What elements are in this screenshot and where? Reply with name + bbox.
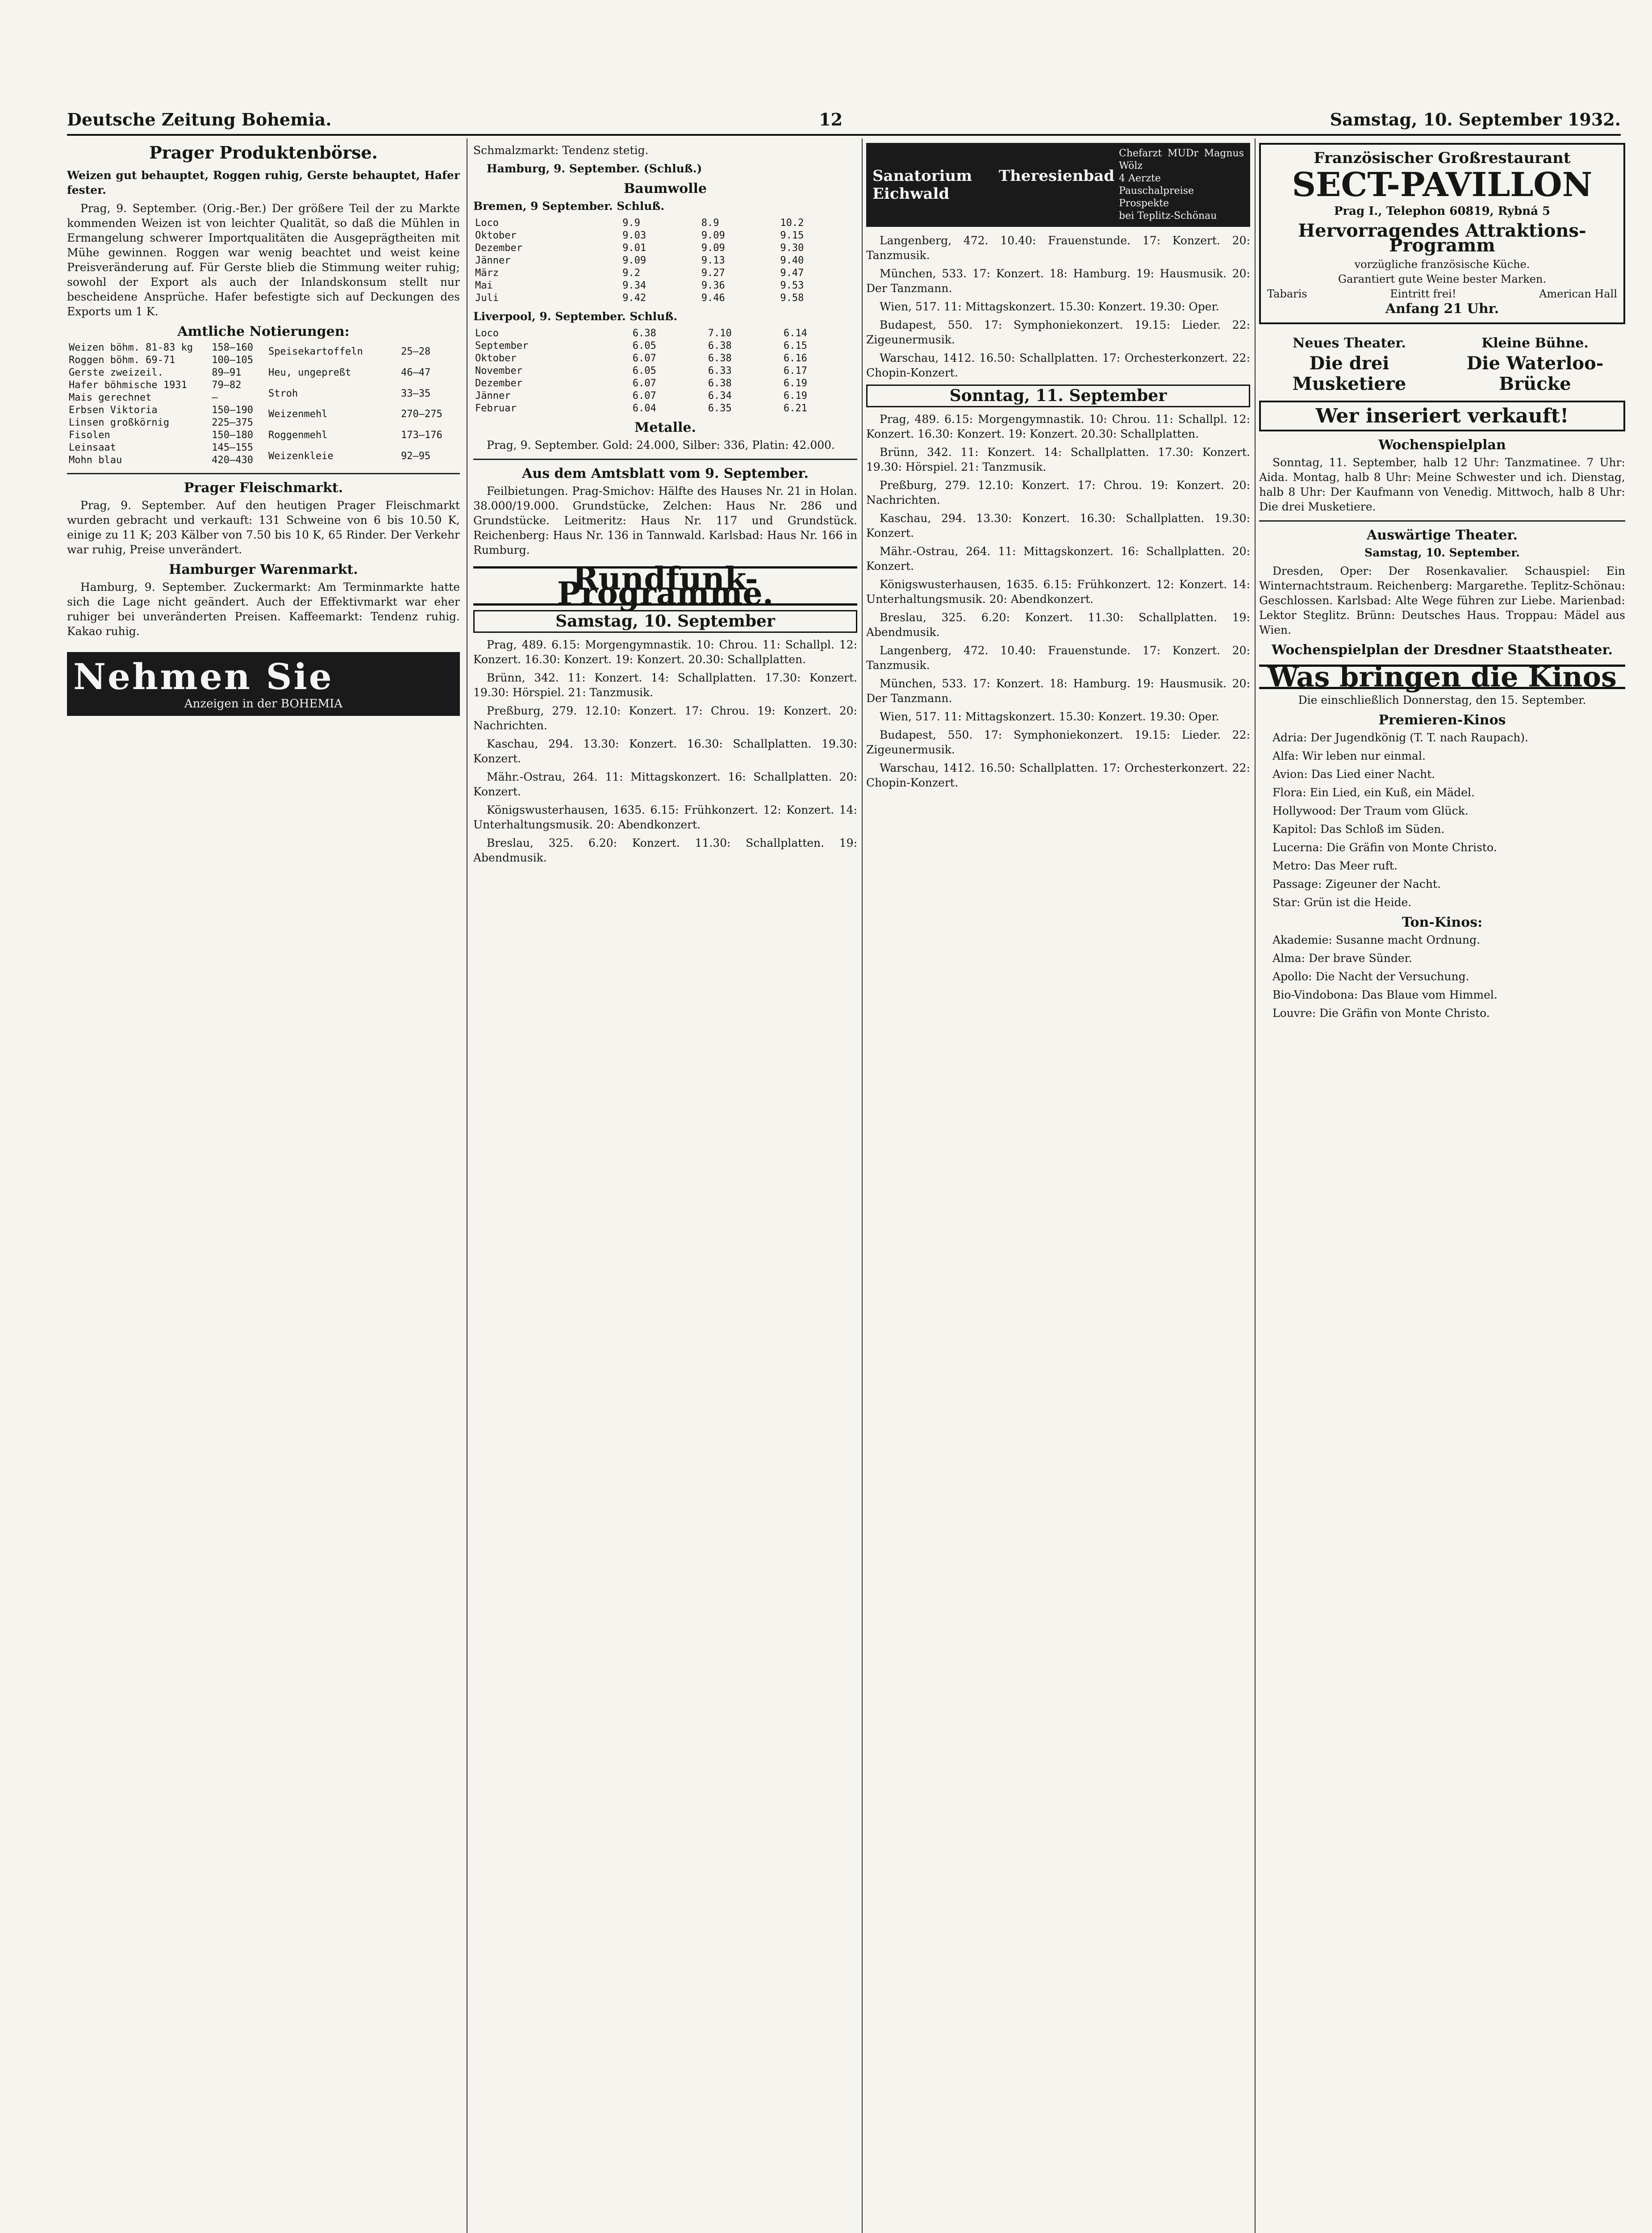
- ton-line: Bio-Vindobona: Das Blaue vom Himmel.: [1272, 988, 1498, 1001]
- cell: Dezember: [475, 243, 522, 254]
- hamburg-schluss: Hamburg, 9. September. (Schluß.): [487, 162, 702, 175]
- column-2: [473, 143, 857, 2233]
- cell: 9.09: [701, 243, 725, 254]
- radio-entry: Breslau, 325. 6.20: Konzert. 11.30: Schallplatten. 19: Abendmusik.: [473, 836, 857, 864]
- cell: 10.2: [780, 217, 804, 229]
- cell: Loco: [475, 328, 499, 339]
- cell: 6.16: [783, 353, 807, 364]
- table-row: [473, 242, 857, 255]
- table-row: [267, 363, 460, 384]
- sanatorium-sub: bei Teplitz-Schönau: [1119, 210, 1217, 222]
- kino-line: Passage: Zigeuner der Nacht.: [1272, 878, 1441, 891]
- pavillon-program: Hervorragendes Attraktions-Programm: [1298, 220, 1586, 256]
- ton-line: Louvre: Die Gräfin von Monte Christo.: [1272, 1007, 1490, 1020]
- table-row: [267, 425, 460, 446]
- pavillon-top: Französischer Großrestaurant: [1314, 149, 1571, 167]
- kino-line: Star: Grün ist die Heide.: [1272, 896, 1412, 909]
- cell: Speisekartoffeln: [268, 346, 363, 358]
- neues-title: Neues Theater.: [1293, 335, 1406, 351]
- cell: 33—35: [400, 388, 431, 399]
- dresden-title: Wochenspielplan der Dresdner Staatstheater.: [1271, 642, 1613, 658]
- table-row: [473, 255, 857, 267]
- cell: Juli: [475, 293, 499, 304]
- cell: Stroh: [268, 388, 298, 399]
- cell: 420—430: [212, 455, 253, 466]
- table-row: [67, 429, 260, 442]
- market-lead: Weizen gut behauptet, Roggen ruhig, Gerste behauptet, Hafer fester.: [67, 169, 460, 197]
- cell: 9.47: [780, 268, 804, 279]
- cell: Dezember: [475, 378, 522, 389]
- radio-entry: Warschau, 1412. 16.50: Schallplatten. 17: Orchesterkonzert. 22: Chopin-Konzert.: [866, 351, 1250, 379]
- radio-day-sunday: Sonntag, 11. September: [866, 385, 1250, 407]
- table-row: [473, 365, 857, 377]
- cell: Roggen böhm. 69-71: [69, 355, 175, 366]
- cell: 6.07: [632, 353, 656, 364]
- cell: Erbsen Viktoria: [69, 405, 158, 416]
- cell: 6.21: [783, 403, 807, 414]
- column-4: [1259, 143, 1625, 2233]
- market-table-right: [267, 342, 460, 467]
- cell: 9.30: [780, 243, 804, 254]
- schmalz-text: Schmalzmarkt: Tendenz stetig.: [473, 144, 649, 157]
- bremen-table: [473, 217, 857, 305]
- cell: 9.01: [622, 243, 647, 254]
- nehmen-headline: Nehmen Sie: [73, 656, 334, 698]
- radio-entry: Prag, 489. 6.15: Morgengymnastik. 10: Chrou. 11: Schallpl. 12: Konzert. 16.30: Konzert. 19: Konzert. 20.30: Schallplatten.: [473, 638, 857, 666]
- cell: 270—275: [400, 409, 442, 420]
- cell: Oktober: [475, 353, 517, 364]
- cell: 6.19: [783, 378, 807, 389]
- hamburg-title: Hamburger Warenmarkt.: [169, 562, 358, 577]
- table-row: [473, 402, 857, 415]
- table-row: [67, 354, 260, 367]
- pavillon-address: Prag I., Telephon 60819, Rybná 5: [1334, 205, 1551, 218]
- cell: —: [212, 392, 218, 403]
- table-row: [473, 280, 857, 292]
- sanatorium-ad[interactable]: [866, 143, 1250, 227]
- market-tables: [67, 342, 460, 467]
- cell: 9.13: [701, 255, 725, 266]
- table-row: [267, 342, 460, 363]
- cell: 225—375: [212, 417, 253, 428]
- cell: Weizenmehl: [268, 409, 328, 420]
- market-body: Prag, 9. September. (Orig.-Ber.) Der größere Teil der zu Markte kommenden Weizen ist von leichter Qualität, so daß die Mühlen in Ermangelung schwerer Importqualitäten die Ausgeprägtheiten mit Mühe gewinnen. Roggen war wenig beachtet und weist keine Preisveränderung auf. Für Gerste blieb die Stimmung weiter ruhig; sowohl der Export als auch der Inlandskonsum stellt nur bescheidene Ansprüche. Hafer befestigte sich auf Deckungen des Exports um 1 K.: [67, 202, 460, 318]
- issue-date: Samstag, 10. September 1932.: [1330, 109, 1621, 130]
- cell: 9.36: [701, 280, 725, 291]
- cell: 9.09: [701, 230, 725, 241]
- table-row: [473, 340, 857, 352]
- sanatorium-prices: Pauschalpreise Prospekte: [1119, 185, 1194, 209]
- table-row: [473, 327, 857, 340]
- cell: Roggenmehl: [268, 429, 328, 441]
- table-row: [473, 292, 857, 305]
- pavillon-start: Anfang 21 Uhr.: [1385, 301, 1499, 317]
- radio-entry: Mähr.-Ostrau, 264. 11: Mittagskonzert. 16: Schallplatten. 20: Konzert.: [866, 545, 1250, 573]
- pavillon-name: SECT-PAVILLON: [1292, 166, 1593, 204]
- kino-line: Lucerna: Die Gräfin von Monte Christo.: [1272, 841, 1497, 854]
- sanatorium-info: [1119, 147, 1244, 222]
- kino-line: Kapitol: Das Schloß im Süden.: [1272, 823, 1445, 836]
- table-row: [267, 404, 460, 425]
- cell: Weizen böhm. 81-83 kg: [69, 342, 193, 353]
- cell: 6.38: [632, 328, 656, 339]
- ton-line: Akademie: Susanne macht Ordnung.: [1272, 933, 1481, 946]
- radio-title: Rundfunk-Programme.: [473, 566, 857, 606]
- radio-entry: Wien, 517. 11: Mittagskonzert. 15.30: Konzert. 19.30: Oper.: [880, 300, 1219, 313]
- radio-entry: Königswusterhausen, 1635. 6.15: Frühkonzert. 12: Konzert. 14: Unterhaltungsmusik. 20: Abendkonzert.: [473, 803, 857, 831]
- cell: 6.38: [708, 340, 732, 351]
- cell: Weizenkleie: [268, 450, 334, 462]
- kino-sub: Die einschließlich Donnerstag, den 15. September.: [1298, 694, 1586, 707]
- radio-entry: Kaschau, 294. 13.30: Konzert. 16.30: Schallplatten. 19.30: Konzert.: [473, 737, 857, 765]
- cell: 9.53: [780, 280, 804, 291]
- cell: 158—160: [212, 342, 253, 353]
- page-header: [67, 94, 1621, 136]
- ton-line: Alma: Der brave Sünder.: [1272, 952, 1412, 965]
- metals-text: Prag, 9. September. Gold: 24.000, Silber: 336, Platin: 42.000.: [487, 439, 835, 452]
- cell: September: [475, 340, 529, 351]
- cell: 9.42: [622, 293, 647, 304]
- divider: [473, 459, 857, 460]
- theater-boxes: [1259, 330, 1625, 394]
- radio-entry: Warschau, 1412. 16.50: Schallplatten. 17: Orchesterkonzert. 22: Chopin-Konzert.: [866, 761, 1250, 789]
- market-table-left: [67, 342, 260, 467]
- radio-entry: Wien, 517. 11: Mittagskonzert. 15.30: Konzert. 19.30: Oper.: [880, 710, 1219, 723]
- cell: 92—95: [400, 450, 431, 462]
- cell: Loco: [475, 217, 499, 229]
- table-row: [67, 454, 260, 467]
- cell: 6.15: [783, 340, 807, 351]
- table-row: [67, 367, 260, 379]
- cell: 6.34: [708, 390, 732, 401]
- ton-title: Ton-Kinos:: [1402, 915, 1483, 930]
- cell: 6.05: [632, 340, 656, 351]
- cell: 150—190: [212, 405, 253, 416]
- fleisch-text: Prag, 9. September. Auf den heutigen Prager Fleischmarkt wurden gebracht und verkauft: 131 Schweine von 6 bis 10.50 K, einige zu 11 K; 203 Kälber von 7.50 bis 10 K, 65 Rinder. Der Verkehr war ruhig, Preise unverändert.: [67, 499, 460, 556]
- wochen-title: Wochenspielplan: [1378, 437, 1506, 453]
- sanatorium-aerzte: 4 Aerzte: [1119, 173, 1161, 184]
- market-table-title: Amtliche Notierungen:: [177, 324, 350, 339]
- cell: 6.05: [632, 365, 656, 376]
- neues-play: Die drei Musketiere: [1292, 353, 1406, 394]
- pavillon-guarantee: Garantiert gute Weine bester Marken.: [1338, 273, 1547, 285]
- column-divider: [1255, 138, 1256, 2233]
- page-number: 12: [819, 109, 843, 130]
- cell: Jänner: [475, 255, 511, 266]
- cell: 9.34: [622, 280, 647, 291]
- amtsblatt-text: Feilbietungen. Prag-Smichov: Hälfte des Hauses Nr. 21 in Holan. 38.000/19.000. Grundstücke, Zelchen: Haus Nr. 286 und Grundstücke. Leitmeritz: Haus Nr. 117 und Grundstück. Reichenberg: Haus Nr. 136 in Tannwald. Karlsbad: Haus Nr. 166 in Rumburg.: [473, 485, 857, 556]
- cell: November: [475, 365, 522, 376]
- cotton-title: Baumwolle: [623, 181, 707, 197]
- table-row: [267, 383, 460, 404]
- table-row: [67, 417, 260, 429]
- cell: 9.58: [780, 293, 804, 304]
- wochen-text: Sonntag, 11. September, halb 12 Uhr: Tanzmatinee. 7 Uhr: Aida. Montag, halb 8 Uhr: Meine Schwester und ich. Dienstag, halb 8 Uhr: Der Kaufmann von Venedig. Mittwoch, halb 8 Uhr: Die drei Musketiere.: [1259, 456, 1625, 513]
- radio-entry: Königswusterhausen, 1635. 6.15: Frühkonzert. 12: Konzert. 14: Unterhaltungsmusik. 20: Abendkonzert.: [866, 578, 1250, 606]
- radio-entry: München, 533. 17: Konzert. 18: Hamburg. 19: Hausmusik. 20: Der Tanzmann.: [866, 267, 1250, 295]
- cell: 6.35: [708, 403, 732, 414]
- table-row: [473, 217, 857, 230]
- nehmen-ad[interactable]: [67, 652, 460, 716]
- cell: März: [475, 268, 499, 279]
- kino-line: Avion: Das Lied einer Nacht.: [1272, 768, 1435, 781]
- kino-line: Flora: Ein Lied, ein Kuß, ein Mädel.: [1272, 786, 1475, 799]
- kino-line: Metro: Das Meer ruft.: [1272, 859, 1398, 872]
- cell: Mais gerechnet: [69, 392, 152, 403]
- cell: 9.40: [780, 255, 804, 266]
- cell: 173—176: [400, 429, 442, 441]
- liverpool-title: Liverpool, 9. September. Schluß.: [473, 310, 678, 323]
- cell: 150—180: [212, 430, 253, 441]
- table-row: [67, 442, 260, 454]
- cell: 100—105: [212, 355, 253, 366]
- cell: Februar: [475, 403, 517, 414]
- pavillon-free: Eintritt frei!: [1390, 288, 1456, 300]
- cell: 6.33: [708, 365, 732, 376]
- radio-entry: Brünn, 342. 11: Konzert. 14: Schallplatten. 17.30: Konzert. 19.30: Hörspiel. 21: Tanzmusik.: [473, 671, 857, 699]
- column-3: [866, 143, 1250, 2233]
- ausw-title: Auswärtige Theater.: [1367, 527, 1518, 543]
- cell: Heu, ungepreßt: [268, 367, 351, 378]
- ausw-text: Dresden, Oper: Der Rosenkavalier. Schauspiel: Ein Winternachtstraum. Reichenberg: Margarethe. Teplitz-Schönau: Geschlossen. Karlsbad: Alte Wege führen zur Liebe. Marienbad: Lektor Steglitz. Brünn: Deutsches Haus. Troppau: Mädel aus Wien.: [1259, 565, 1625, 636]
- cell: 7.10: [708, 328, 732, 339]
- wer-ad[interactable]: [1259, 401, 1625, 431]
- kleine-play: Die Waterloo-Brücke: [1466, 353, 1604, 394]
- table-row: [67, 342, 260, 354]
- cell: 9.09: [622, 255, 647, 266]
- paper-title: Deutsche Zeitung Bohemia.: [67, 109, 332, 130]
- radio-entry: München, 533. 17: Konzert. 18: Hamburg. 19: Hausmusik. 20: Der Tanzmann.: [866, 677, 1250, 705]
- cell: Jänner: [475, 390, 511, 401]
- liverpool-table: [473, 327, 857, 415]
- cell: 6.04: [632, 403, 656, 414]
- kino-line: Hollywood: Der Traum vom Glück.: [1272, 804, 1468, 817]
- kino-line: Alfa: Wir leben nur einmal.: [1272, 749, 1426, 762]
- radio-entry: Brünn, 342. 11: Konzert. 14: Schallplatten. 17.30: Konzert. 19.30: Hörspiel. 21: Tanzmusik.: [866, 446, 1250, 473]
- cell: Mai: [475, 280, 493, 291]
- kino-line: Adria: Der Jugendkönig (T. T. nach Raupach).: [1272, 731, 1528, 744]
- kleine-buehne: [1445, 330, 1625, 394]
- hamburg-text: Hamburg, 9. September. Zuckermarkt: Am Terminmarkte hatte sich die Lage nicht geändert. Auch der Effektivmarkt war eher ruhiger bei unveränderten Preisen. Kaffeemarkt: Tendenz ruhig. Kakao ruhig.: [67, 581, 460, 638]
- cell: 25—28: [400, 346, 431, 358]
- table-row: [67, 392, 260, 404]
- cell: 46—47: [400, 367, 431, 378]
- divider: [1259, 520, 1625, 522]
- ton-line: Apollo: Die Nacht der Versuchung.: [1272, 970, 1469, 983]
- cell: Fisolen: [69, 430, 110, 441]
- fleisch-title: Prager Fleischmarkt.: [184, 480, 343, 496]
- radio-entry: Kaschau, 294. 13.30: Konzert. 16.30: Schallplatten. 19.30: Konzert.: [866, 512, 1250, 539]
- cell: 89—91: [212, 367, 242, 378]
- table-row: [267, 446, 460, 467]
- cell: Linsen großkörnig: [69, 417, 170, 428]
- cell: Hafer böhmische 1931: [69, 380, 187, 391]
- metals-title: Metalle.: [634, 420, 696, 435]
- cell: 79—82: [212, 380, 242, 391]
- divider: [67, 473, 460, 474]
- table-row: [67, 404, 260, 417]
- radio-entry: Langenberg, 472. 10.40: Frauenstunde. 17: Konzert. 20: Tanzmusik.: [866, 644, 1250, 672]
- neues-theater: [1259, 330, 1439, 394]
- kino-premieren: Premieren-Kinos: [1378, 712, 1506, 728]
- cell: 9.15: [780, 230, 804, 241]
- table-row: [473, 390, 857, 402]
- cell: 9.2: [622, 268, 640, 279]
- radio-entry: Preßburg, 279. 12.10: Konzert. 17: Chrou. 19: Konzert. 20: Nachrichten.: [473, 704, 857, 732]
- cell: Gerste zweizeil.: [69, 367, 163, 378]
- cell: 8.9: [701, 217, 719, 229]
- sanatorium-name: Sanatorium Theresienbad Eichwald: [872, 167, 1114, 203]
- sanatorium-doctor: Chefarzt MUDr Magnus Wölz: [1119, 148, 1244, 171]
- pavillon-tabaris: Tabaris: [1267, 288, 1307, 300]
- cell: 9.27: [701, 268, 725, 279]
- cell: 145—155: [212, 442, 253, 453]
- cell: Mohn blau: [69, 455, 122, 466]
- radio-entry: Langenberg, 472. 10.40: Frauenstunde. 17: Konzert. 20: Tanzmusik.: [866, 234, 1250, 262]
- pavillon-kitchen: vorzügliche französische Küche.: [1354, 258, 1530, 271]
- cell: 6.14: [783, 328, 807, 339]
- table-row: [473, 267, 857, 280]
- cell: 6.38: [708, 353, 732, 364]
- cell: 6.38: [708, 378, 732, 389]
- table-row: [473, 352, 857, 365]
- cell: 6.07: [632, 390, 656, 401]
- table-row: [473, 377, 857, 390]
- cell: Oktober: [475, 230, 517, 241]
- cell: 6.17: [783, 365, 807, 376]
- column-divider: [862, 138, 863, 2233]
- kleine-title: Kleine Bühne.: [1481, 335, 1589, 351]
- cell: 9.03: [622, 230, 647, 241]
- column-1: [67, 143, 460, 2233]
- radio-entry: Preßburg, 279. 12.10: Konzert. 17: Chrou. 19: Konzert. 20: Nachrichten.: [866, 479, 1250, 506]
- cell: 6.07: [632, 378, 656, 389]
- radio-entry: Mähr.-Ostrau, 264. 11: Mittagskonzert. 16: Schallplatten. 20: Konzert.: [473, 770, 857, 798]
- radio-entry: Budapest, 550. 17: Symphoniekonzert. 19.15: Lieder. 22: Zigeunermusik.: [866, 318, 1250, 346]
- table-row: [67, 379, 260, 392]
- table-row: [473, 230, 857, 242]
- market-title: Prager Produktenbörse.: [149, 143, 378, 163]
- ausw-date: Samstag, 10. September.: [1364, 546, 1520, 559]
- kino-title: Was bringen die Kinos: [1259, 665, 1625, 689]
- amtsblatt-title: Aus dem Amtsblatt vom 9. September.: [522, 466, 809, 481]
- radio-entry: Prag, 489. 6.15: Morgengymnastik. 10: Chrou. 11: Schallpl. 12: Konzert. 16.30: Konzert. 19: Konzert. 20.30: Schallplatten.: [866, 413, 1250, 440]
- nehmen-text: Anzeigen in der BOHEMIA: [184, 697, 343, 711]
- pavillon-row: [1267, 287, 1617, 301]
- bremen-title: Bremen, 9 September. Schluß.: [473, 200, 665, 213]
- cell: 6.19: [783, 390, 807, 401]
- cell: 9.9: [622, 217, 640, 229]
- pavillon-ad[interactable]: [1259, 143, 1625, 324]
- cell: 9.46: [701, 293, 725, 304]
- pavillon-bar: American Hall: [1539, 288, 1617, 300]
- radio-day-saturday: Samstag, 10. September: [473, 610, 857, 633]
- radio-entry: Budapest, 550. 17: Symphoniekonzert. 19.15: Lieder. 22: Zigeunermusik.: [866, 728, 1250, 756]
- cell: Leinsaat: [69, 442, 116, 453]
- wer-text: Wer inseriert verkauft!: [1315, 405, 1569, 427]
- radio-entry: Breslau, 325. 6.20: Konzert. 11.30: Schallplatten. 19: Abendmusik.: [866, 611, 1250, 639]
